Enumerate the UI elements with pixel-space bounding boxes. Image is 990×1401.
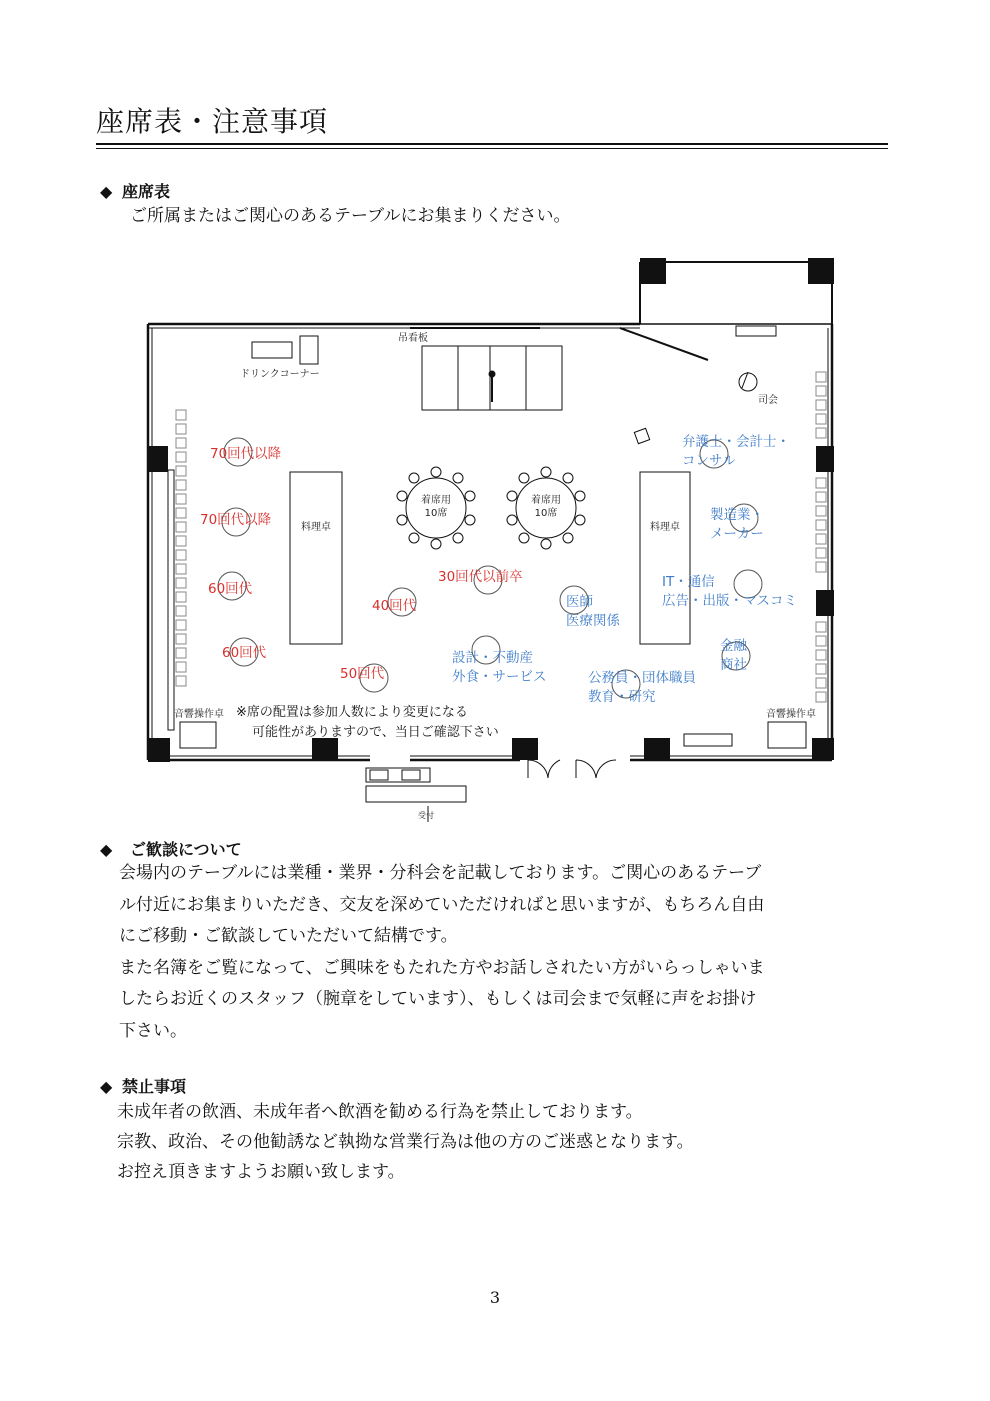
chat-line: 下さい。 [119,1020,187,1041]
chat-line: 会場内のテーブルには業種・業界・分科会を記載しております。ご関心のあるテーブ [119,863,762,883]
label-it-1: IT・通信 [662,574,715,590]
label-estate-1: 設計・不動産 [452,650,533,666]
label-60s-2: 60回代 [222,645,267,661]
label-mfg-2: メーカー [710,526,764,542]
food-table-left-label: 料理卓 [301,522,331,533]
title-rule-thin [96,148,888,149]
stage [410,328,562,410]
prohibited-paragraph [117,1097,694,1187]
mc-podium [620,328,757,391]
label-30s: 30回代以前卒 [438,569,523,585]
diamond-bullet-icon: ◆ [100,182,113,201]
seating-heading [100,179,170,202]
chat-heading [100,837,242,860]
seated-table-2-label-b: 10席 [534,508,558,519]
seating-floor-plan [140,250,840,830]
label-estate-2: 外食・サービス [452,669,547,685]
page-title: 座席表・注意事項 [96,105,329,138]
prohibited-line: 未成年者の飲酒、未成年者へ飲酒を勧める行為を禁止しております。 [117,1102,643,1122]
diamond-bullet-icon: ◆ [100,840,113,859]
label-60s-1: 60回代 [208,581,253,597]
reception-label: 受付 [418,811,434,820]
chat-line: にご移動・ご歓談していただいて結構です。 [119,926,458,946]
layout-note-2: 可能性がありますので、当日ご確認下さい [252,725,499,740]
food-table-right-label: 料理卓 [650,522,680,533]
reception-desk [366,768,466,822]
audio-left-label: 音響操作卓 [174,709,224,720]
label-it-2: 広告・出版・マスコミ [662,593,797,609]
top-sign-label: 吊看板 [398,333,428,344]
seated-table-2-label-a: 着席用 [531,495,561,506]
audio-right-label: 音響操作卓 [766,709,816,720]
prohibited-heading [100,1074,186,1097]
page-number: 3 [489,1288,501,1307]
label-law-1: 弁護士・会計士・ [682,434,790,450]
seating-intro: ご所属またはご関心のあるテーブルにお集まりください。 [130,206,571,226]
audio-right-desk [768,722,806,748]
mc-label: 司会 [758,395,778,406]
label-med-1: 医師 [566,594,593,610]
right-side-chairs [816,372,826,702]
chat-paragraph [119,858,765,1047]
seating-heading-text: 座席表 [122,182,171,201]
diamond-bullet-icon: ◆ [100,1077,113,1096]
label-public-1: 公務員・団体職員 [588,670,696,686]
seated-table-1-label-a: 着席用 [421,495,451,506]
label-70s-1: 70回代以降 [210,446,282,462]
right-low-desk [684,734,732,746]
left-side-chairs [176,410,186,686]
camera-stand [634,428,649,443]
label-public-2: 教育・研究 [588,689,656,705]
prohibited-line: 宗教、政治、その他勧誘など執拗な営業行為は他の方のご迷惑となります。 [117,1132,694,1152]
label-40s: 40回代 [372,598,417,614]
food-table-right [640,472,690,644]
prohibited-line: お控え頂きますようお願い致します。 [117,1162,405,1182]
label-70s-2: 70回代以降 [200,512,272,528]
label-med-2: 医療関係 [566,613,620,629]
chat-line: また名簿をご覧になって、ご興味をもたれた方やお話しされたい方がいらっしゃいま [119,957,765,978]
doors [528,760,616,778]
chat-line: ル付近にお集まりいただき、交友を深めていただければと思いますが、もちろん自由 [119,894,765,915]
prohibited-heading-text: 禁止事項 [122,1077,187,1096]
drink-corner-label: ドリンクコーナー [240,369,320,380]
seated-table-1-label-b: 10席 [424,508,448,519]
chat-heading-text: ご歓談について [130,840,242,859]
label-law-2: コンサル [682,453,736,469]
food-table-left [290,472,342,644]
audio-left-desk [180,722,216,748]
label-50s: 50回代 [340,666,385,682]
label-fin-1: 金融 [720,638,747,654]
label-fin-2: 商社 [720,657,747,673]
title-rule-thick [96,143,888,145]
chat-line: したらお近くのスタッフ（腕章をしています）、もしくは司会まで気軽に声をお掛け [119,989,757,1009]
mc-desk [736,326,776,336]
drink-corner [252,336,318,364]
label-mfg-1: 製造業・ [710,507,764,523]
layout-note-1: ※席の配置は参加人数により変更になる [236,705,468,720]
